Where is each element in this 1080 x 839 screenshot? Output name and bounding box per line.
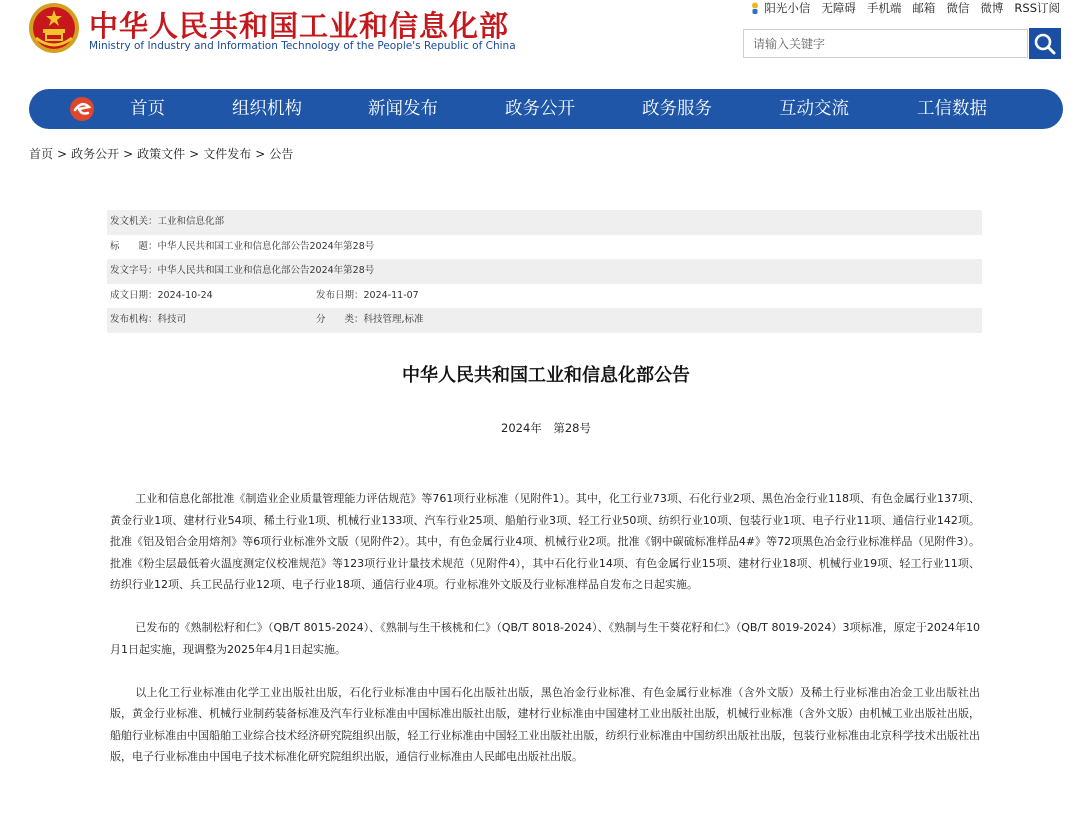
document-number: 2024年 第28号 <box>501 421 591 435</box>
toplink-mobile[interactable]: 手机端 <box>866 1 902 15</box>
person-icon <box>750 2 760 14</box>
search-icon <box>1029 28 1061 59</box>
breadcrumb-document-release[interactable]: 文件发布 <box>203 147 252 161</box>
toplink-accessibility[interactable]: 无障碍 <box>821 1 856 15</box>
ministry-logo-icon[interactable] <box>69 96 95 122</box>
toplink-weibo[interactable]: 微博 <box>980 1 1004 15</box>
meta-agency: 发布机构：科技司 <box>110 314 187 325</box>
meta-row-title <box>107 235 982 260</box>
document-meta-table <box>107 210 982 333</box>
site-title-english: Ministry of Industry and Information Technology of the People's Republic of China <box>89 40 516 52</box>
breadcrumb-announcement[interactable]: 公告 <box>269 147 294 161</box>
document-title: 中华人民共和国工业和信息化部公告 <box>402 365 690 386</box>
meta-created-date: 成文日期：2024-10-24 <box>110 289 213 301</box>
breadcrumb-separator: > <box>255 147 266 161</box>
toplink-sunshine[interactable] <box>750 0 810 16</box>
meta-row-dates <box>107 284 982 309</box>
search-button[interactable] <box>1029 28 1061 59</box>
top-links <box>750 0 1060 16</box>
meta-published-date: 发布日期：2024-11-07 <box>316 289 419 301</box>
breadcrumb-policy-documents[interactable]: 政策文件 <box>137 147 186 161</box>
breadcrumb <box>29 145 293 162</box>
document-body <box>110 488 980 789</box>
toplink-mail[interactable]: 邮箱 <box>912 1 936 15</box>
nav-government-affairs[interactable]: 政务公开 <box>505 99 575 119</box>
body-paragraph: 以上化工行业标准由化学工业出版社出版，石化行业标准由中国石化出版社出版，黑色冶金行业标准、有色金属行业标准（含外文版）及稀土行业标准由冶金工业出版社出版，黄金行业标准、机械行业制药装备标准及汽车行业标准由中国标准出版社出版，建材行业标准由中国建材工业出版社出版，机械行业标准（含外文版）由机械工业出版社出版，船舶行业标准由中国船舶工业综合技术经济研究院组织出版，轻工行业标准由中国轻工业出版社出版，纺织行业标准由中国纺织出版社出版，包装行业标准由北京科学技术出版社出版，电子行业标准由中国电子技术标准化研究院组织出版，通信行业标准由人民邮电出版社出版。 <box>110 685 980 763</box>
breadcrumb-separator: > <box>57 147 68 161</box>
national-emblem-icon[interactable] <box>28 2 80 54</box>
breadcrumb-separator: > <box>123 147 134 161</box>
meta-row-issuer <box>107 210 982 235</box>
nav-data[interactable]: 工信数据 <box>917 99 987 119</box>
toplink-rss[interactable]: RSS订阅 <box>1014 1 1060 15</box>
nav-organization[interactable]: 组织机构 <box>232 99 302 119</box>
breadcrumb-home[interactable]: 首页 <box>29 147 54 161</box>
meta-issuer: 发文机关：工业和信息化部 <box>110 216 225 227</box>
nav-government-services[interactable]: 政务服务 <box>642 99 712 119</box>
site-header <box>0 0 1080 80</box>
meta-row-agency <box>107 308 982 333</box>
breadcrumb-government-affairs[interactable]: 政务公开 <box>71 147 120 161</box>
main-nav <box>29 89 1063 129</box>
search-input[interactable] <box>743 29 1028 58</box>
breadcrumb-separator: > <box>189 147 200 161</box>
meta-row-doc-number <box>107 259 982 284</box>
meta-title: 标 题：中华人民共和国工业和信息化部公告2024年第28号 <box>110 240 375 252</box>
nav-news[interactable]: 新闻发布 <box>368 99 438 119</box>
nav-home[interactable]: 首页 <box>130 99 165 119</box>
site-title[interactable]: 中华人民共和国工业和信息化部 <box>89 9 510 43</box>
toplink-label: 阳光小信 <box>764 1 811 15</box>
body-paragraph: 工业和信息化部批准《制造业企业质量管理能力评估规范》等761项行业标准（见附件1）。其中，化工行业73项、石化行业2项、黑色冶金行业118项、有色金属行业137项、黄金行业1项、建材行业54项、稀土行业1项、机械行业133项、汽车行业25项、船舶行业3项、轻工行业50项、纺织行业10项、包装行业1项、电子行业11项、通信行业142项。批准《铝及铝合金用熔剂》等6项行业标准外文版（见附件2）。其中，有色金属行业4项、机械行业2项。批准《钢中碳硫标准样品4#》等72项黑色冶金行业标准样品（见附件3）。批准《粉尘层最低着火温度测定仪校准规范》等123项行业计量技术规范（见附件4），其中石化行业14项、有色金属行业15项、建材行业18项、机械行业19项、轻工行业11项、纺织行业12项、兵工民品行业12项、电子行业18项、通信行业4项。行业标准外文版及行业标准样品自发布之日起实施。 <box>110 492 980 591</box>
body-paragraph: 已发布的《熟制松籽和仁》（QB/T 8015-2024）、《熟制与生干核桃和仁》（QB/T 8018-2024）、《熟制与生干葵花籽和仁》（QB/T 8019-2024）3项标准，原定于2024年10月1日起实施，现调整为2025年4月1日起实施。 <box>110 621 980 656</box>
nav-interaction[interactable]: 互动交流 <box>779 99 849 119</box>
meta-doc-number: 发文字号：中华人民共和国工业和信息化部公告2024年第28号 <box>110 265 375 276</box>
meta-category: 分 类：科技管理,标准 <box>316 314 424 325</box>
toplink-wechat[interactable]: 微信 <box>946 1 970 15</box>
